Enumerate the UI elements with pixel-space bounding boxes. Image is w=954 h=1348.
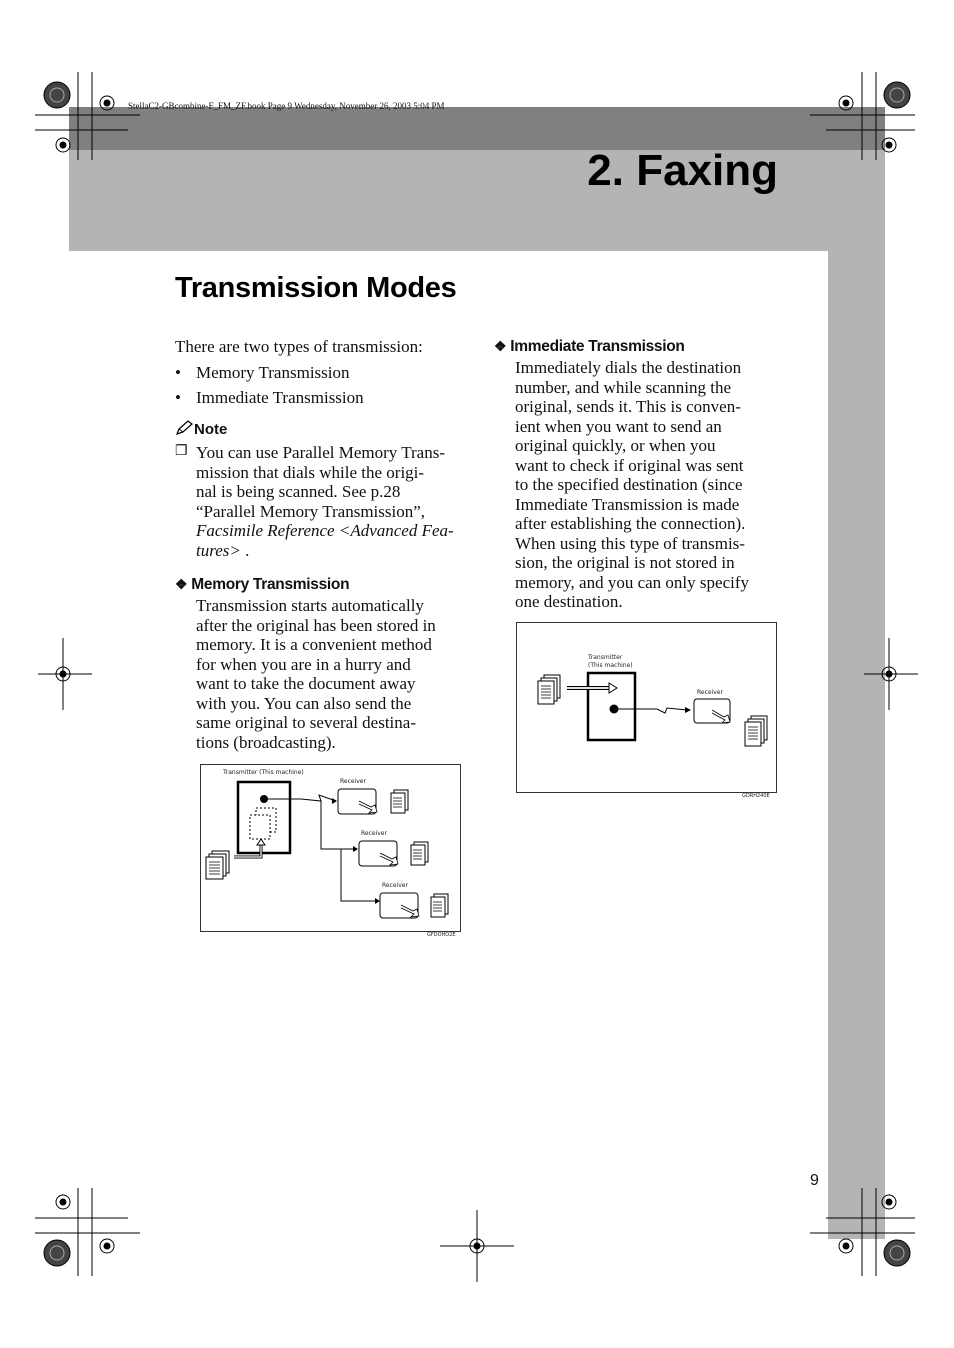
immediate-line: want to check if original was sent bbox=[515, 455, 744, 475]
memory-line: want to take the document away bbox=[196, 674, 416, 693]
immediate-line: to the specified destination (since bbox=[515, 475, 743, 494]
diamond-bullet-icon: ❖ bbox=[175, 576, 188, 592]
reference-title-end: tures> bbox=[196, 540, 241, 560]
immediate-line: Immediate Transmission is made bbox=[515, 494, 740, 514]
figure-code: GDRH240E bbox=[742, 793, 770, 799]
immediate-line: one destination. bbox=[515, 592, 623, 611]
bullet-dot: • bbox=[175, 388, 181, 407]
chapter-title: 2. Faxing bbox=[587, 146, 778, 195]
receiver-label: Receiver bbox=[697, 689, 723, 696]
receiver-label: Receiver bbox=[340, 778, 366, 785]
immediate-line: sion, the original is not stored in bbox=[515, 553, 735, 572]
figure-code: GFDOHO2E bbox=[427, 932, 456, 938]
checkbox-icon: ❐ bbox=[175, 443, 188, 459]
note-line: “Parallel Memory Transmission”, bbox=[196, 501, 426, 521]
transmitter-sublabel: (This machine) bbox=[588, 662, 633, 669]
immediate-line: original, sends it. This is conven- bbox=[515, 397, 741, 416]
bullet-label: Immediate Transmission bbox=[196, 388, 364, 407]
diamond-bullet-icon: ❖ bbox=[494, 338, 507, 354]
receiver-label: Receiver bbox=[382, 882, 408, 889]
print-header-line: StellaC2-GBcombine-F_FM_ZF.book Page 9 Wednesday, November 26, 2003 5:04 PM bbox=[128, 101, 445, 111]
transmitter-label: Transmitter (This machine) bbox=[223, 769, 304, 776]
color-target-icon bbox=[44, 82, 910, 1266]
memory-line: for when you are in a hurry and bbox=[196, 654, 411, 674]
bullet-dot: • bbox=[175, 363, 181, 382]
note-line: mission that dials while the origi- bbox=[196, 462, 425, 482]
memory-line: after the original has been stored in bbox=[196, 615, 436, 635]
note-line: You can use Parallel Memory Trans- bbox=[196, 443, 446, 462]
bullet-label: Memory Transmission bbox=[196, 363, 350, 382]
immediate-heading-label: Immediate Transmission bbox=[510, 338, 685, 355]
immediate-line: Immediately dials the destination bbox=[515, 358, 742, 377]
memory-line: tions (broadcasting). bbox=[196, 732, 336, 752]
immediate-line: memory, and you can only specify bbox=[515, 572, 749, 592]
note-line: nal is being scanned. See p.28 bbox=[196, 482, 401, 501]
immediate-line: original quickly, or when you bbox=[515, 436, 716, 455]
immediate-line: ient when you want to send an bbox=[515, 416, 722, 436]
memory-line: with you. You can also send the bbox=[196, 693, 412, 713]
immediate-line: When using this type of transmis- bbox=[515, 533, 745, 553]
immediate-line: after establishing the connection). bbox=[515, 514, 746, 533]
receiver-label: Receiver bbox=[361, 830, 387, 837]
registration-mark-icon bbox=[56, 96, 896, 1253]
note-label: Note bbox=[194, 421, 228, 438]
transmitter-label: Transmitter bbox=[588, 654, 623, 661]
memory-line: same original to several destina- bbox=[196, 713, 416, 732]
immediate-line: number, and while scanning the bbox=[515, 377, 732, 397]
memory-line: memory. It is a convenient method bbox=[196, 635, 432, 654]
section-title: Transmission Modes bbox=[175, 272, 457, 304]
intro-text: There are two types of transmission: bbox=[175, 337, 423, 356]
reference-title: Facsimile Reference <Advanced Fea- bbox=[196, 521, 454, 540]
memory-line: Transmission starts automatically bbox=[196, 596, 424, 615]
memory-heading-label: Memory Transmission bbox=[191, 576, 350, 593]
page-number: 9 bbox=[810, 1172, 819, 1189]
note-tail: . bbox=[240, 540, 250, 560]
